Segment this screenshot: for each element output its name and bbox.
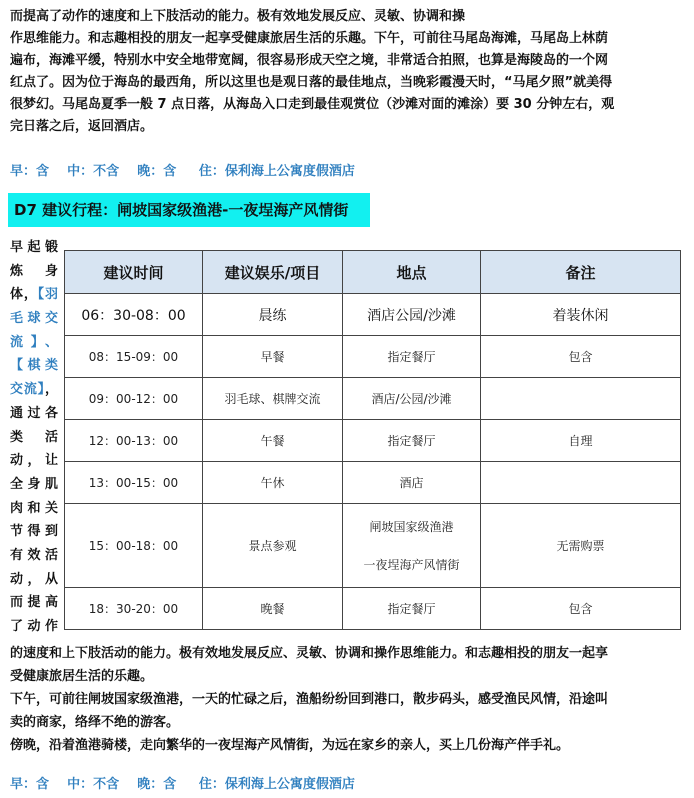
table-header-row bbox=[65, 251, 681, 294]
cell-place bbox=[343, 504, 481, 588]
header-activity: 建议娱乐/项目 bbox=[203, 251, 343, 294]
bottom-paragraph bbox=[10, 642, 686, 757]
cell-note: 包含 bbox=[481, 336, 681, 378]
intro-line: 而提高了动作的速度和上下肢活动的能力。极有效地发展反应、灵敏、协调和操 bbox=[10, 9, 466, 24]
cell-place: 酒店/公园/沙滩 bbox=[343, 378, 481, 420]
cell-place: 酒店公园/沙滩 bbox=[343, 294, 481, 336]
table-row bbox=[65, 420, 681, 462]
cell-note: 自理 bbox=[481, 420, 681, 462]
header-time: 建议时间 bbox=[65, 251, 203, 294]
cell-activity: 午餐 bbox=[203, 420, 343, 462]
hotel-info: 住：保利海上公寓度假酒店 bbox=[198, 164, 355, 179]
cell-place: 酒店 bbox=[343, 462, 481, 504]
table-row bbox=[65, 462, 681, 504]
meals-info-bottom bbox=[10, 773, 355, 792]
table-row bbox=[65, 378, 681, 420]
cell-time: 13：00-15：00 bbox=[65, 462, 203, 504]
side-line: 炼 身 bbox=[10, 263, 58, 279]
cell-activity: 景点参观 bbox=[203, 504, 343, 588]
side-line: 动，让 bbox=[10, 453, 58, 469]
day-heading: D7 建议行程：闸坡国家级渔港-一夜埕海产风情街 bbox=[8, 193, 370, 227]
intro-line: 遍布，海滩平缓，特别水中安全地带宽阔，很容易形成天空之境，非常适合拍照，也算是海陵岛的一个网 bbox=[10, 53, 609, 68]
breakfast-info: 早：含 bbox=[10, 164, 50, 179]
side-text-column bbox=[10, 236, 58, 639]
cell-note: 着装休闲 bbox=[481, 294, 681, 336]
side-line[interactable]: 【棋类 bbox=[10, 358, 58, 374]
side-line: 全身肌 bbox=[10, 476, 58, 492]
cell-time: 18：30-20：00 bbox=[65, 588, 203, 630]
badminton-link[interactable]: 【羽 bbox=[37, 287, 58, 303]
cell-time: 09：00-12：00 bbox=[65, 378, 203, 420]
hotel-info: 住：保利海上公寓度假酒店 bbox=[198, 777, 355, 792]
side-line bbox=[10, 283, 58, 307]
table-row bbox=[65, 504, 681, 588]
intro-line: 完日落之后，返回酒店。 bbox=[10, 119, 154, 134]
chess-link[interactable]: 交流】 bbox=[10, 382, 45, 398]
side-line-text: 体， bbox=[10, 287, 38, 303]
cell-place: 指定餐厅 bbox=[343, 420, 481, 462]
header-place: 地点 bbox=[343, 251, 481, 294]
breakfast-info: 早：含 bbox=[10, 777, 50, 792]
side-line[interactable]: 流】、 bbox=[10, 334, 58, 350]
side-line: 肉和关 bbox=[10, 500, 58, 516]
header-note: 备注 bbox=[481, 251, 681, 294]
side-line: 交流】， bbox=[10, 382, 58, 398]
cell-activity: 午休 bbox=[203, 462, 343, 504]
side-line: 早起锻 bbox=[10, 240, 58, 255]
cell-time: 12：00-13：00 bbox=[65, 420, 203, 462]
table-row bbox=[65, 294, 681, 336]
dinner-info: 晚：含 bbox=[137, 164, 177, 179]
cell-note: 无需购票 bbox=[481, 504, 681, 588]
lunch-info: 中：不含 bbox=[67, 777, 120, 792]
bottom-line: 受健康旅居生活的乐趣。 bbox=[10, 669, 154, 684]
lunch-info: 中：不含 bbox=[67, 164, 120, 179]
table-row bbox=[65, 588, 681, 630]
bottom-line: 傍晚，沿着渔港骑楼，走向繁华的一夜埕海产风情街，为远在家乡的亲人，买上几份海产伴手礼。 bbox=[10, 738, 570, 753]
cell-place: 指定餐厅 bbox=[343, 336, 481, 378]
side-line: 而提高 bbox=[10, 595, 58, 611]
schedule-table bbox=[64, 250, 681, 630]
cell-activity: 晚餐 bbox=[203, 588, 343, 630]
side-line: 动，从 bbox=[10, 571, 58, 587]
side-line[interactable]: 毛球交 bbox=[10, 311, 58, 327]
intro-line: 作思维能力。和志趣相投的朋友一起享受健康旅居生活的乐趣。下午，可前往马尾岛海滩，马尾岛上林荫 bbox=[10, 31, 609, 46]
cell-note bbox=[481, 462, 681, 504]
intro-line: 红点了。因为位于海岛的最西角，所以这里也是观日落的最佳地点，当晚彩霞漫天时，“马尾夕照”就美得 bbox=[10, 75, 613, 90]
cell-activity: 晨练 bbox=[203, 294, 343, 336]
cell-note: 包含 bbox=[481, 588, 681, 630]
side-line: 节得到 bbox=[10, 524, 58, 540]
intro-paragraph bbox=[10, 6, 686, 138]
cell-activity: 早餐 bbox=[203, 336, 343, 378]
bottom-line: 的速度和上下肢活动的能力。极有效地发展反应、灵敏、协调和操作思维能力。和志趣相投的朋友一起享 bbox=[10, 646, 609, 661]
side-line: 有效活 bbox=[10, 547, 58, 563]
cell-activity: 羽毛球、棋牌交流 bbox=[203, 378, 343, 420]
bottom-line: 卖的商家，络绎不绝的游客。 bbox=[10, 715, 180, 730]
cell-place: 指定餐厅 bbox=[343, 588, 481, 630]
meals-info-top bbox=[10, 160, 355, 179]
cell-time: 06：30-08：00 bbox=[65, 294, 203, 336]
table-row bbox=[65, 336, 681, 378]
dinner-info: 晚：含 bbox=[137, 777, 177, 792]
side-line: 通过各 bbox=[10, 405, 58, 421]
bottom-line: 下午，可前往闸坡国家级渔港，一天的忙碌之后，渔船纷纷回到港口，散步码头，感受渔民风情，沿途叫 bbox=[10, 692, 609, 707]
intro-line: 很梦幻。马尾岛夏季一般 7 点日落，从海岛入口走到最佳观赏位（沙滩对面的滩涂）要 30 分钟左右，观 bbox=[10, 97, 615, 112]
side-line: 类 活 bbox=[10, 429, 58, 445]
cell-note bbox=[481, 378, 681, 420]
place-line: 一夜埕海产风情街 bbox=[363, 557, 460, 572]
place-line: 闸坡国家级渔港 bbox=[369, 519, 454, 534]
side-line: 了动作 bbox=[10, 619, 58, 634]
cell-time: 08：15-09：00 bbox=[65, 336, 203, 378]
cell-time: 15：00-18：00 bbox=[65, 504, 203, 588]
